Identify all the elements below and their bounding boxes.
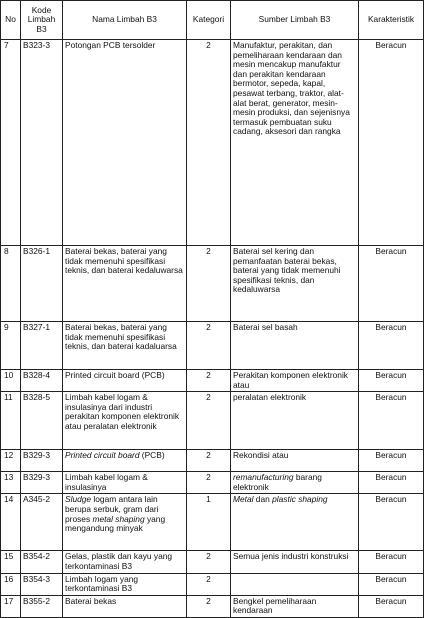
table-row — [1, 595, 424, 617]
cell-kode: B355-2 — [21, 595, 63, 617]
table-row — [1, 450, 424, 472]
cell-nama — [63, 450, 187, 472]
cell-no: 11 — [1, 392, 21, 450]
cell-kode: B323-3 — [21, 40, 63, 246]
cell-karakteristik: Beracun — [359, 472, 424, 494]
cell-nama: Gelas, plastik dan kayu yang terkontaminasi B3 — [63, 551, 187, 573]
cell-no: 15 — [1, 551, 21, 573]
cell-karakteristik: Beracun — [359, 40, 424, 246]
cell-nama: Potongan PCB tersolder — [63, 40, 187, 246]
cell-sumber — [231, 494, 359, 551]
cell-nama: Printed circuit board (PCB) — [63, 370, 187, 392]
cell-sumber: Semua jenis industri konstruksi — [231, 551, 359, 573]
cell-kode: B328-5 — [21, 392, 63, 450]
cell-no: 10 — [1, 370, 21, 392]
cell-nama: Limbah logam yang terkontaminasi B3 — [63, 573, 187, 595]
cell-nama-rest: yang mengandung minyak — [65, 513, 166, 534]
cell-kategori: 2 — [187, 450, 231, 472]
cell-no: 9 — [1, 322, 21, 370]
cell-sumber: Rekondisi atau — [231, 450, 359, 472]
cell-no: 13 — [1, 472, 21, 494]
cell-kode: B329-3 — [21, 472, 63, 494]
cell-sumber: Bengkel pemeliharaan kendaraan — [231, 595, 359, 617]
header-kategori: Kategori — [187, 1, 231, 40]
cell-karakteristik: Beracun — [359, 551, 424, 573]
table-row — [1, 40, 424, 246]
cell-kode: B326-1 — [21, 246, 63, 322]
cell-nama: Limbah kabel logam & insulasinya — [63, 472, 187, 494]
cell-kode: A345-2 — [21, 494, 63, 551]
cell-sumber-italic: remanufacturing — [233, 472, 294, 483]
cell-karakteristik: Beracun — [359, 322, 424, 370]
cell-nama-italic: Printed circuit board — [65, 450, 140, 461]
cell-sumber-rest: barang elektronik — [233, 472, 322, 492]
cell-karakteristik: Beracun — [359, 494, 424, 551]
cell-kategori: 2 — [187, 322, 231, 370]
cell-kategori: 2 — [187, 595, 231, 617]
cell-no: 17 — [1, 595, 21, 617]
cell-kode: B354-3 — [21, 573, 63, 595]
cell-no: 7 — [1, 40, 21, 246]
table-row — [1, 246, 424, 322]
header-karakteristik: Karakteristik — [359, 1, 424, 40]
cell-no: 16 — [1, 573, 21, 595]
header-nama: Nama Limbah B3 — [63, 1, 187, 40]
cell-nama — [63, 494, 187, 551]
cell-nama: Limbah kabel logam & insulasinya dari industri perakitan komponen elektronik atau peralatan elektronik — [63, 392, 187, 450]
cell-sumber: Baterai sel basah — [231, 322, 359, 370]
cell-kode: B329-3 — [21, 450, 63, 472]
cell-kategori: 2 — [187, 472, 231, 494]
cell-no: 8 — [1, 246, 21, 322]
cell-sumber-italic: Metal — [233, 494, 254, 505]
cell-karakteristik: Beracun — [359, 392, 424, 450]
cell-sumber — [231, 472, 359, 494]
table-row — [1, 472, 424, 494]
cell-sumber: Baterai sel kering dan pemanfaatan baterai bekas, baterai yang tidak memenuhi spesifikasi teknis, dan kedaluwarsa — [231, 246, 359, 322]
cell-karakteristik: Beracun — [359, 450, 424, 472]
cell-karakteristik: Beracun — [359, 370, 424, 392]
cell-kategori: 2 — [187, 551, 231, 573]
table-row — [1, 551, 424, 573]
table-row — [1, 573, 424, 595]
cell-karakteristik: Beracun — [359, 595, 424, 617]
cell-sumber: Perakitan komponen elektronik atau — [231, 370, 359, 392]
cell-kode: B327-1 — [21, 322, 63, 370]
cell-kode: B328-4 — [21, 370, 63, 392]
cell-nama: Baterai bekas — [63, 595, 187, 617]
cell-kategori: 2 — [187, 246, 231, 322]
cell-nama-italic: Sludge — [65, 494, 92, 505]
cell-sumber-mid: dan — [253, 494, 273, 505]
cell-sumber: peralatan elektronik — [231, 392, 359, 450]
cell-kategori: 1 — [187, 494, 231, 551]
cell-sumber — [231, 573, 359, 595]
cell-kategori: 2 — [187, 573, 231, 595]
cell-sumber-italic-2: plastic shaping — [272, 494, 328, 505]
cell-nama-mid: logam antara lain berupa serbuk, gram dari proses — [65, 494, 159, 524]
cell-kategori: 2 — [187, 40, 231, 246]
cell-karakteristik: Beracun — [359, 573, 424, 595]
header-no: No — [1, 1, 21, 40]
cell-kategori: 2 — [187, 392, 231, 450]
header-kode: Kode Limbah B3 — [21, 1, 63, 40]
cell-karakteristik: Beracun — [359, 246, 424, 322]
table-row — [1, 494, 424, 551]
table-row — [1, 392, 424, 450]
cell-nama-italic-2: metal shaping — [92, 513, 145, 524]
cell-kode: B354-2 — [21, 551, 63, 573]
header-sumber: Sumber Limbah B3 — [231, 1, 359, 40]
cell-sumber: Manufaktur, perakitan, dan pemeliharaan kendaraan dan mesin mencakup manufaktur dan perakitan kendaraan bermotor, sepeda, kapal, pesawat terbang, traktor, alat-alat berat, generator, mesin-mesin produksi, dan sejenisnya termasuk pembuatan suku cadang, aksesori dan rangka — [231, 40, 359, 246]
table-row — [1, 322, 424, 370]
cell-nama: Baterai bekas, baterai yang tidak memenuhi spesifikasi teknis, dan baterai kadaluarsa — [63, 322, 187, 370]
cell-nama-rest: (PCB) — [139, 450, 165, 461]
table-row — [1, 370, 424, 392]
cell-no: 14 — [1, 494, 21, 551]
cell-nama: Baterai bekas, baterai yang tidak memenuhi spesifikasi teknis, dan baterai kedaluwarsa — [63, 246, 187, 322]
cell-no: 12 — [1, 450, 21, 472]
cell-kategori: 2 — [187, 370, 231, 392]
header-row — [1, 1, 424, 40]
